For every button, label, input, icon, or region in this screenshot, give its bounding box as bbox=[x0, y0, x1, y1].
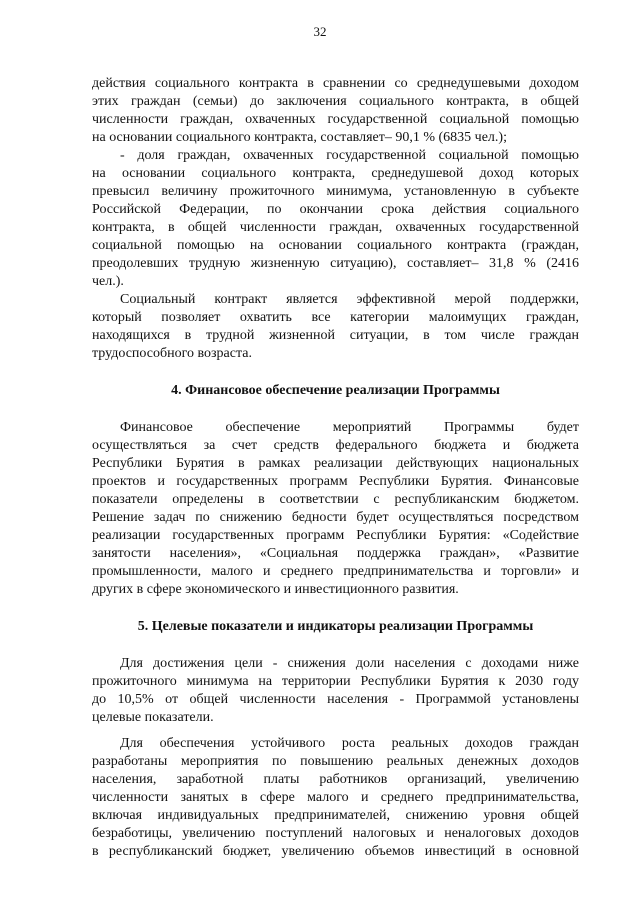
text-line: находящихся в трудной жизненной ситуации, в том числе граждан bbox=[92, 328, 579, 343]
text-line: реализации государственных программ Республики Бурятия: «Содействие bbox=[92, 528, 579, 543]
text-line: этих граждан (семьи) до заключения социального контракта, в общей bbox=[92, 94, 579, 109]
text-line: на основании социального контракта, среднедушевой доход которых bbox=[92, 166, 579, 181]
text-line: численности занятых в сфере малого и среднего предпринимательства, bbox=[92, 790, 579, 805]
text-line: чел.). bbox=[92, 274, 124, 289]
text-line: показатели определены в соответствии с республиканским бюджетом. bbox=[92, 492, 579, 507]
paragraph-share-of-citizens bbox=[92, 147, 579, 291]
text-line: до 10,5% от общей численности населения - Программой установлены bbox=[92, 692, 579, 707]
text-line: разработаны мероприятия по повышению реальных денежных доходов bbox=[92, 754, 579, 769]
paragraph-target-goal bbox=[92, 655, 579, 727]
text-line: безработицы, увеличению поступлений налоговых и неналоговых доходов bbox=[92, 826, 579, 841]
text-line: который позволяет охватить все категории малоимущих граждан, bbox=[92, 310, 579, 325]
text-line: проектов и государственных программ Республики Бурятия. Финансовые bbox=[92, 474, 579, 489]
text-line: Финансовое обеспечение мероприятий Программы будет bbox=[120, 420, 579, 435]
text-line: занятости населения», «Социальная поддержка граждан», «Развитие bbox=[92, 546, 579, 561]
text-line: в республиканский бюджет, увеличению объемов инвестиций в основной bbox=[92, 844, 579, 859]
text-line: - доля граждан, охваченных государственной социальной помощью bbox=[120, 148, 579, 163]
text-line: прожиточного минимума на территории Республики Бурятия к 2030 году bbox=[92, 674, 579, 689]
paragraph-social-contract-effective bbox=[92, 291, 579, 363]
text-line: контракта, в общей численности граждан, охваченных государственной bbox=[92, 220, 579, 235]
text-line: Для обеспечения устойчивого роста реальных доходов граждан bbox=[120, 736, 579, 751]
paragraph-financing bbox=[92, 419, 579, 599]
section-5-heading: 5. Целевые показатели и индикаторы реализации Программы bbox=[137, 619, 534, 634]
section-4-heading: 4. Финансовое обеспечение реализации Программы bbox=[171, 383, 500, 398]
text-line: осуществляться за счет средств федерального бюджета и бюджета bbox=[92, 438, 579, 453]
text-line: преодолевших трудную жизненную ситуацию), составляет– 31,8 % (2416 bbox=[92, 256, 579, 271]
page-number: 32 bbox=[313, 24, 327, 39]
text-line: на основании социального контракта, составляет– 90,1 % (6835 чел.); bbox=[92, 130, 507, 145]
text-line: действия социального контракта в сравнении со среднедушевыми доходом bbox=[92, 76, 579, 91]
text-line: Российской Федерации, по окончании срока действия социального bbox=[92, 202, 579, 217]
text-line: трудоспособного возраста. bbox=[92, 346, 252, 361]
text-line: превысил величину прожиточного минимума, установленную в субъекте bbox=[92, 184, 579, 199]
paragraph-social-contract-income bbox=[92, 75, 579, 147]
text-line: целевые показатели. bbox=[92, 710, 214, 725]
text-line: социальной помощью на основании социального контракта (граждан, bbox=[92, 238, 579, 253]
text-line: Республики Бурятия в рамках реализации действующих национальных bbox=[92, 456, 579, 471]
text-line: других в сфере экономического и инвестиционного развития. bbox=[92, 582, 459, 597]
text-line: Решение задач по снижению бедности будет осуществляться посредством bbox=[92, 510, 579, 525]
document-body bbox=[92, 75, 579, 861]
text-line: Социальный контракт является эффективной мерой поддержки, bbox=[120, 292, 579, 307]
text-line: численности граждан, охваченных государственной социальной помощью bbox=[92, 112, 579, 127]
text-line: населения, заработной платы работников организаций, увеличению bbox=[92, 772, 579, 787]
text-line: Для достижения цели - снижения доли населения с доходами ниже bbox=[120, 656, 579, 671]
paragraph-income-growth-measures bbox=[92, 735, 579, 861]
text-line: промышленности, малого и среднего предпринимательства и торговли» и bbox=[92, 564, 579, 579]
text-line: включая индивидуальных предпринимателей, снижению уровня общей bbox=[92, 808, 579, 823]
